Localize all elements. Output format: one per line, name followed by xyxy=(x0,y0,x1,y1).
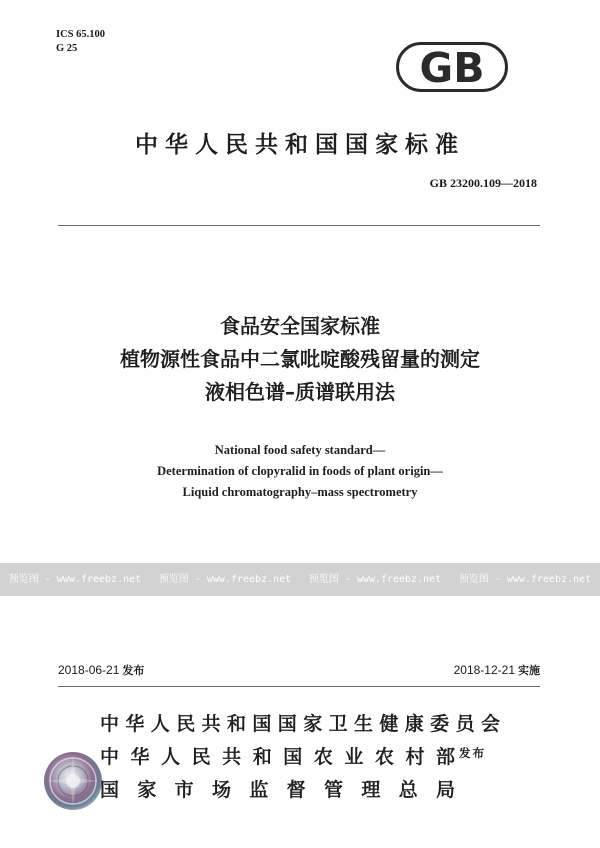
issuer-line: 中华人民共和国国家卫生健康委员会 xyxy=(100,713,500,735)
standard-number: GB 23200.109—2018 xyxy=(429,176,537,190)
chinese-title-line: 液相色谱–质谱联用法 xyxy=(205,380,395,404)
chinese-title-line: 食品安全国家标准 xyxy=(220,314,380,338)
page-title: 中华人民共和国国家标准 xyxy=(135,132,465,158)
ics-code: ICS 65.100 xyxy=(56,29,106,40)
english-title-line: Liquid chromatography–mass spectrometry xyxy=(182,485,418,499)
issuer-line: 中华人民共和国农业农村部 xyxy=(100,746,455,768)
classification-codes xyxy=(56,28,105,56)
top-divider xyxy=(58,225,540,226)
issuer-line: 国家市场监督管理总局 xyxy=(100,779,455,801)
ccs-code: G 25 xyxy=(56,43,78,54)
issuing-authorities xyxy=(100,708,500,807)
implement-label: 实施 xyxy=(518,664,540,677)
watermark-text: 预览图 - www.freebz.net xyxy=(308,574,442,585)
english-title xyxy=(0,440,600,503)
implement-date: 2018-12-21 xyxy=(453,663,515,677)
watermark-text: 预览图 - www.freebz.net xyxy=(458,574,592,585)
release-date-group xyxy=(58,662,144,678)
chinese-title xyxy=(0,310,600,409)
watermark-banner xyxy=(0,563,600,596)
english-title-line: National food safety standard— xyxy=(214,443,386,457)
gb-logo xyxy=(396,42,508,92)
release-label: 发布 xyxy=(122,664,145,677)
bottom-divider xyxy=(58,686,540,687)
watermark-text: 预览图 - www.freebz.net xyxy=(158,574,292,585)
chinese-title-line: 植物源性食品中二氯吡啶酸残留量的测定 xyxy=(120,347,480,371)
hologram-seal-icon xyxy=(42,750,104,812)
gb-logo-text: GB xyxy=(419,44,485,92)
watermark-text: 预览图 - www.freebz.net xyxy=(8,574,142,585)
issue-label: 发布 xyxy=(459,746,486,760)
english-title-line: Determination of clopyralid in foods of plant origin— xyxy=(157,464,443,478)
implement-date-group xyxy=(454,662,540,678)
release-date: 2018-06-21 xyxy=(58,663,120,677)
